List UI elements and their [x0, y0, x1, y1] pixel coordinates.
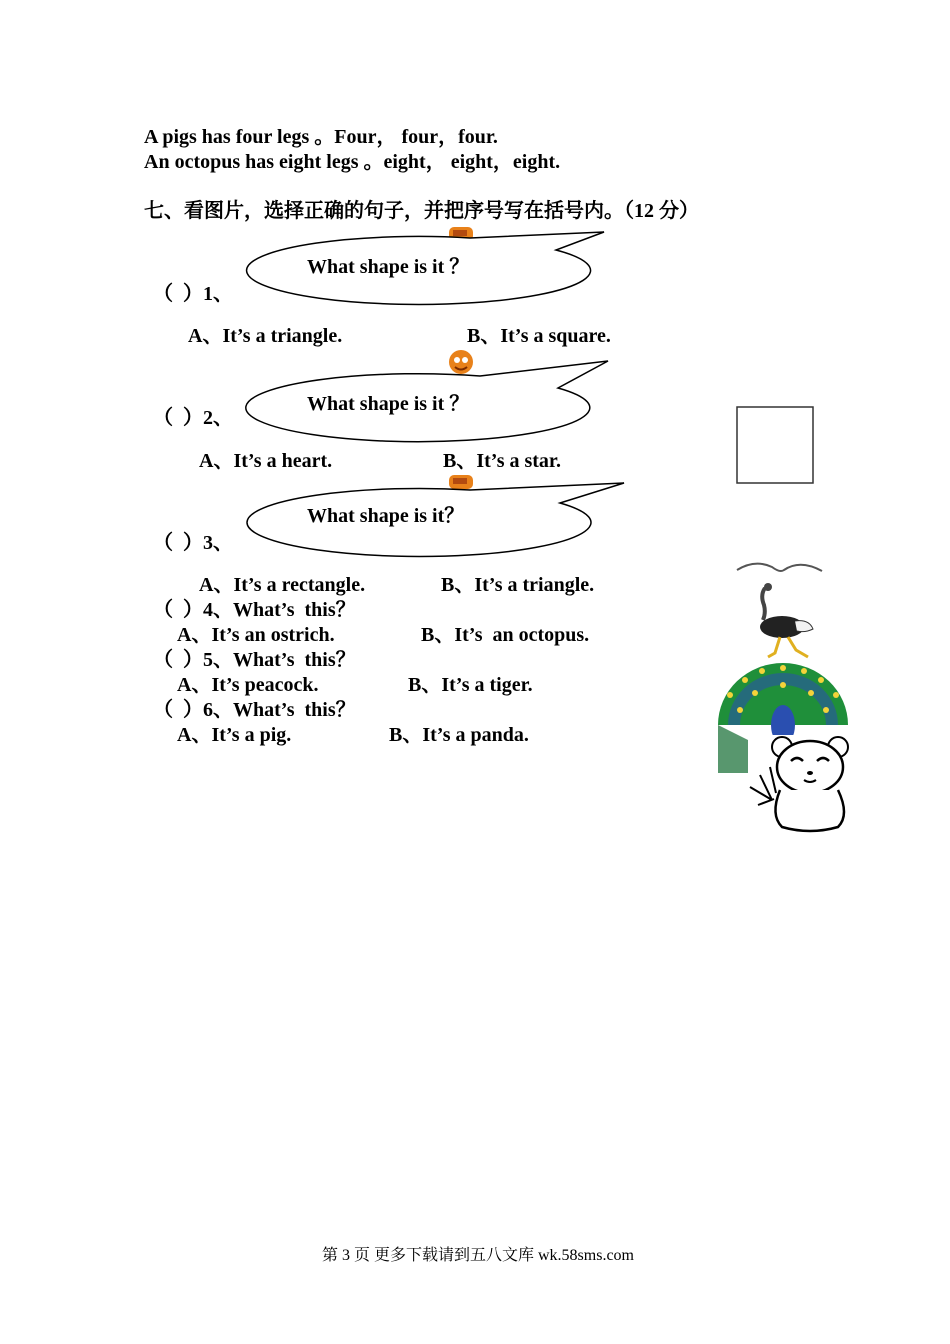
- ostrich-icon: [760, 583, 813, 657]
- question-4-bracket[interactable]: （ ）4、What’s this？: [153, 599, 356, 621]
- question-3-option-a: A、It’s a rectangle.: [199, 574, 366, 596]
- bubble-text-1: What shape is it ？: [307, 256, 470, 278]
- page-footer: 第 3 页 更多下载请到五八文库 wk.58sms.com: [322, 1247, 635, 1264]
- question-5-option-b: B、It’s a tiger.: [408, 674, 533, 696]
- question-6-bracket[interactable]: （ ）6、What’s this？: [153, 699, 356, 721]
- question-5-bracket[interactable]: （ ）5、What’s this？: [153, 649, 356, 671]
- question-6-option-b: B、It’s a panda.: [389, 724, 529, 746]
- bubble-text-3: What shape is it？: [307, 505, 465, 527]
- question-1-bracket[interactable]: （ ）1、: [153, 283, 233, 305]
- question-2-option-a: A、It’s a heart.: [199, 450, 333, 472]
- chant-line-2: An octopus has eight legs 。eight， eight，eight.: [144, 151, 561, 173]
- question-5-option-a: A、It’s peacock.: [177, 674, 319, 696]
- cartoon-character-icon: [449, 350, 473, 374]
- pictures-column: [700, 395, 860, 845]
- question-1-option-a: A、It’s a triangle.: [188, 325, 343, 347]
- question-2-bracket[interactable]: （ ）2、: [153, 407, 233, 429]
- cartoon-character-icon: [449, 475, 473, 489]
- question-3-option-b: B、It’s a triangle.: [441, 574, 595, 596]
- question-2-option-b: B、It’s a star.: [443, 450, 561, 472]
- panda-icon: [748, 735, 848, 835]
- question-1-option-b: B、It’s a square.: [467, 325, 611, 347]
- bubble-text-2: What shape is it ？: [307, 393, 470, 415]
- chant-line-1: A pigs has four legs 。Four， four，four.: [144, 126, 498, 148]
- question-4-option-b: B、It’s an octopus.: [421, 624, 590, 646]
- section-heading: 七、看图片，选择正确的句子，并把序号写在括号内。（12 分）: [144, 200, 699, 222]
- bird-outline-icon: [737, 564, 822, 571]
- question-6-option-a: A、It’s a pig.: [177, 724, 292, 746]
- question-4-option-a: A、It’s an ostrich.: [177, 624, 335, 646]
- square-shape-icon: [737, 407, 813, 483]
- question-3-bracket[interactable]: （ ）3、: [153, 532, 233, 554]
